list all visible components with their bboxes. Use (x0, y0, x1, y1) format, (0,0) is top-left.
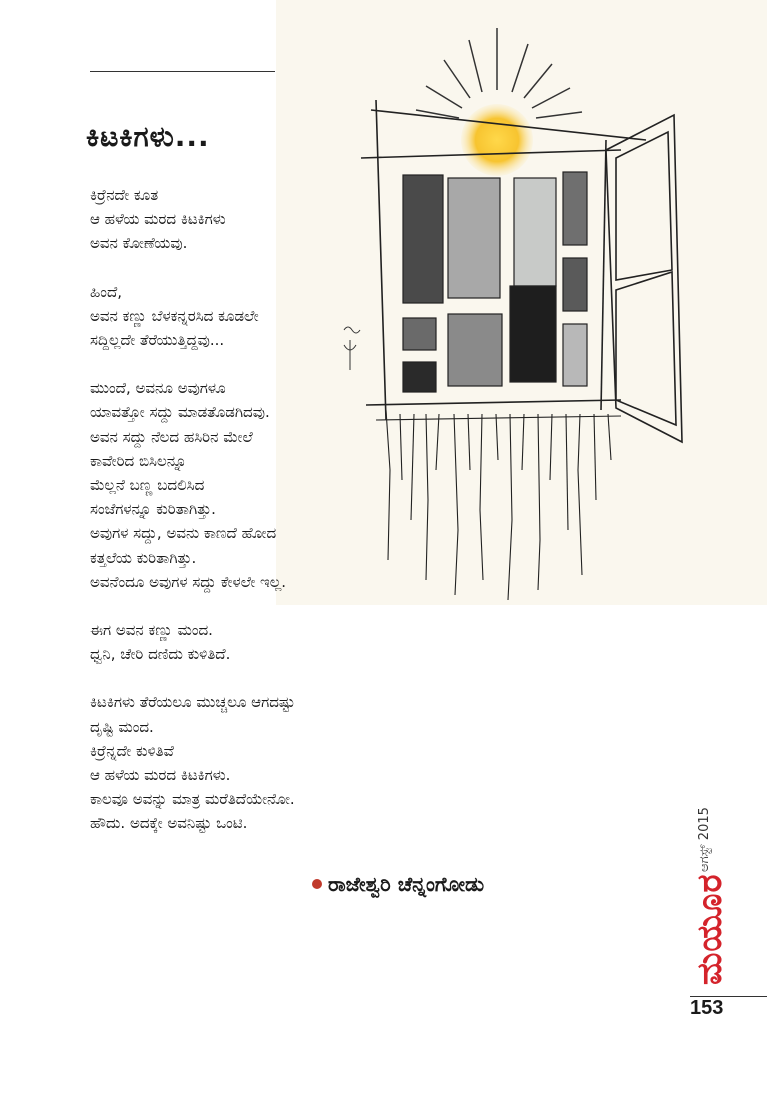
poem-line: ಯಾವತ್ತೋ ಸದ್ದು ಮಾಡತೊಡಗಿದವು. (90, 403, 270, 422)
poem-line: ಅವುಗಳ ಸದ್ದು, ಅವನು ಕಾಣದೆ ಹೋದ (90, 524, 277, 543)
poem-line: ದೃಷ್ಟಿ ಮಂದ. (90, 717, 154, 736)
poem-title: ಕಿಟಕಿಗಳು... (86, 120, 210, 153)
poem-line: ಈಗ ಅವನ ಕಣ್ಣು ಮಂದ. (90, 621, 213, 640)
stanza-4 (90, 618, 420, 666)
poem-line: ಸದ್ದಿಲ್ಲದೇ ತೆರೆಯುತ್ತಿದ್ದವು... (90, 331, 225, 350)
stanza-5 (90, 690, 420, 835)
poem-line: ಮುಂದೆ, ಅವನೂ ಅವುಗಳೂ (90, 379, 226, 398)
poem-line: ಅವನ ಸದ್ದು ನೆಲದ ಹಸಿರಿನ ಮೇಲೆ (90, 427, 253, 446)
stanza-2 (90, 280, 420, 353)
poem-line: ಹೌದು. ಅದಕ್ಕೇ ಅವನಿಷ್ಟು ಒಂಟಿ. (90, 814, 248, 833)
poem-line: ಆ ಹಳೆಯ ಮರದ ಕಿಟಕಿಗಳು (90, 210, 226, 229)
window-panes (403, 172, 587, 392)
poem-line: ಕಿರ್ರೆನದೇ ಕೂತ (90, 186, 159, 204)
top-rule (90, 71, 275, 72)
author-byline (312, 872, 484, 896)
poem-line: ಕಾವೇರಿದ ಬಿಸಿಲನ್ನೂ (90, 451, 187, 470)
poem-line: ಕಿಟಕಿಗಳು ತೆರೆಯಲೂ ಮುಚ್ಚಲೂ ಆಗದಷ್ಟು (90, 693, 295, 712)
poem-line: ಕತ್ತಲೆಯ ಕುರಿತಾಗಿತ್ತು. (90, 548, 197, 567)
poem-line: ಅವನೆಂದೂ ಅವುಗಳ ಸದ್ದು ಕೇಳಲೇ ಇಲ್ಲ. (90, 572, 287, 591)
poem-line: ಮೆಲ್ಲನೆ ಬಣ್ಣ ಬದಲಿಸಿದ (90, 476, 205, 495)
poem-line: ಧ್ವನಿ, ಚೇರಿ ದಣಿದು ಕುಳಿತಿದೆ. (90, 645, 231, 664)
poem-line: ಕಾಲವೂ ಅವನ್ನು ಮಾತ್ರ ಮರೆತಿದೆಯೇನೋ. (90, 790, 295, 809)
bullet-dot-icon (312, 879, 322, 889)
poem-line: ಅವನ ಕೋಣೆಯವು. (90, 234, 188, 253)
poem-line: ಅವನ ಕಣ್ಣು ಬೆಳಕನ್ನರಸಿದ ಕೂಡಲೇ (90, 306, 259, 325)
magazine-name: ಮಯೂರ (690, 873, 730, 985)
poem-line: ಕಿರ್ರೆನ್ನದೇ ಕುಳಿತಿವೆ (90, 741, 174, 760)
poem-line: ಸಂಜೆಗಳನ್ನೂ ಕುರಿತಾಗಿತ್ತು. (90, 500, 216, 519)
poem-line: ಹಿಂದೆ, (90, 282, 123, 301)
stanza-1 (90, 183, 420, 256)
author-name: ರಾಜೇಶ್ವರಿ ಚೆನ್ನಂಗೋಡು (328, 872, 485, 896)
poem-line: ಆ ಹಳೆಯ ಮರದ ಕಿಟಕಿಗಳು. (90, 766, 231, 785)
page-number: 153 (690, 997, 724, 1019)
stanza-3 (90, 376, 420, 594)
poem-body (90, 183, 420, 860)
sun (461, 104, 533, 176)
issue-month: ಆಗಸ್ಟ್ 2015 (697, 807, 712, 872)
